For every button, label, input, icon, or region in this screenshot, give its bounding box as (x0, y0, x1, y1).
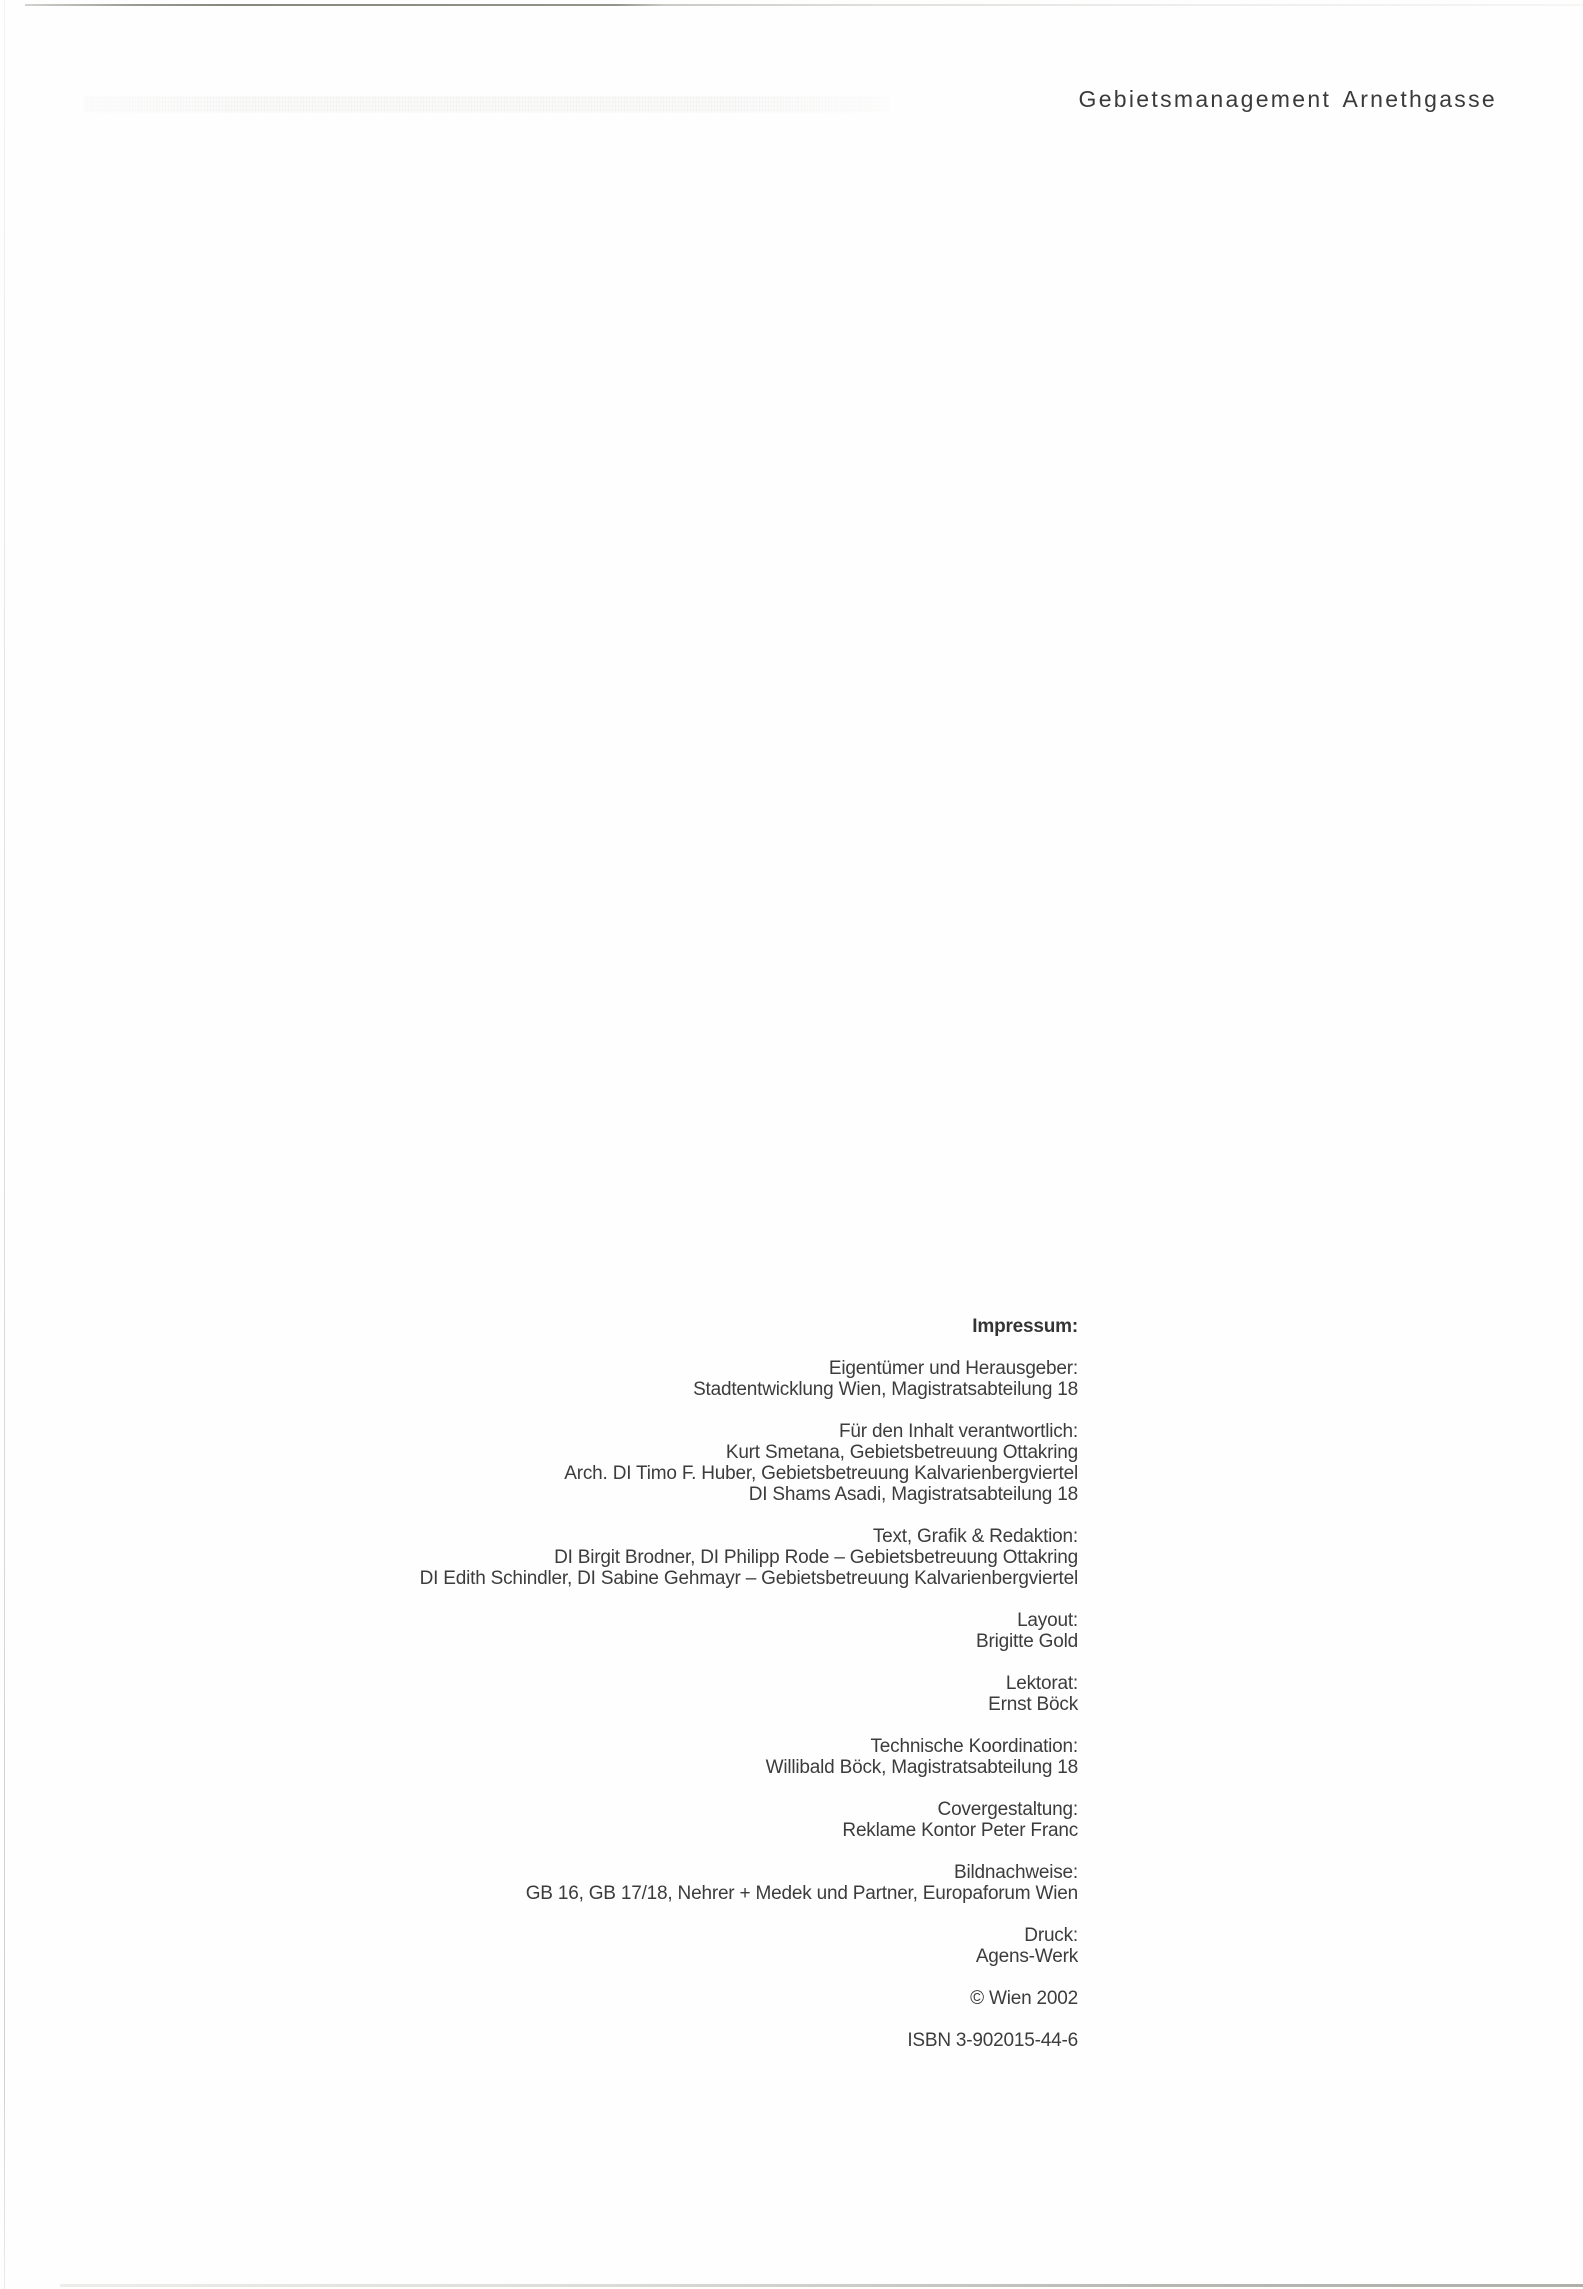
impressum-line: Willibald Böck, Magistratsabteilung 18 (765, 1757, 1078, 1778)
impressum-section (420, 1988, 1078, 2009)
impressum-line: © Wien 2002 (970, 1988, 1078, 2009)
impressum-line: DI Birgit Brodner, DI Philipp Rode – Gebietsbetreuung Ottakring (554, 1547, 1078, 1568)
impressum-section (420, 1736, 1078, 1778)
impressum-line: Kurt Smetana, Gebietsbetreuung Ottakring (725, 1442, 1078, 1463)
impressum-line: Stadtentwicklung Wien, Magistratsabteilung 18 (693, 1379, 1078, 1400)
impressum-line: Agens-Werk (975, 1946, 1078, 1967)
impressum-line: ISBN 3-902015-44-6 (907, 2030, 1078, 2051)
page-header-title: Gebietsmanagement Arnethgasse (1078, 86, 1497, 112)
impressum-line: Covergestaltung: (937, 1799, 1078, 1820)
impressum-line: Bildnachweise: (954, 1862, 1078, 1883)
impressum-line: Ernst Böck (988, 1694, 1078, 1715)
scan-artifact-left-line (4, 0, 5, 2289)
impressum-line: Druck: (1024, 1925, 1078, 1946)
impressum-section (420, 1673, 1078, 1715)
impressum-section (420, 1925, 1078, 1967)
impressum-line: Layout: (1017, 1610, 1078, 1631)
impressum-line: Technische Koordination: (870, 1736, 1078, 1757)
impressum-line: Eigentümer und Herausgeber: (828, 1358, 1078, 1379)
impressum-line: DI Edith Schindler, DI Sabine Gehmayr – Gebietsbetreuung Kalvarienbergviertel (419, 1568, 1078, 1589)
impressum-line: Reklame Kontor Peter Franc (842, 1820, 1078, 1841)
impressum-section (420, 1862, 1078, 1904)
impressum-sections (420, 1358, 1078, 2051)
impressum-line: DI Shams Asadi, Magistratsabteilung 18 (748, 1484, 1078, 1505)
scan-artifact-top-line (25, 4, 1583, 6)
impressum-section (420, 2030, 1078, 2051)
impressum-line: Für den Inhalt verantwortlich: (838, 1421, 1078, 1442)
impressum-section (420, 1358, 1078, 1400)
impressum-line: Lektorat: (1005, 1673, 1078, 1694)
impressum-line: Text, Grafik & Redaktion: (872, 1526, 1078, 1547)
scan-artifact-bottom-line (60, 2284, 1583, 2287)
impressum-section (420, 1610, 1078, 1652)
impressum-line: Brigitte Gold (976, 1631, 1078, 1652)
scan-ghost-text-strip (84, 96, 889, 113)
impressum-line: Arch. DI Timo F. Huber, Gebietsbetreuung Kalvarienbergviertel (564, 1463, 1078, 1484)
impressum-block (420, 1316, 1078, 2072)
impressum-section (420, 1421, 1078, 1505)
impressum-section (420, 1526, 1078, 1589)
impressum-line: GB 16, GB 17/18, Nehrer + Medek und Partner, Europaforum Wien (525, 1883, 1078, 1904)
impressum-title: Impressum: (972, 1316, 1078, 1337)
impressum-section (420, 1799, 1078, 1841)
